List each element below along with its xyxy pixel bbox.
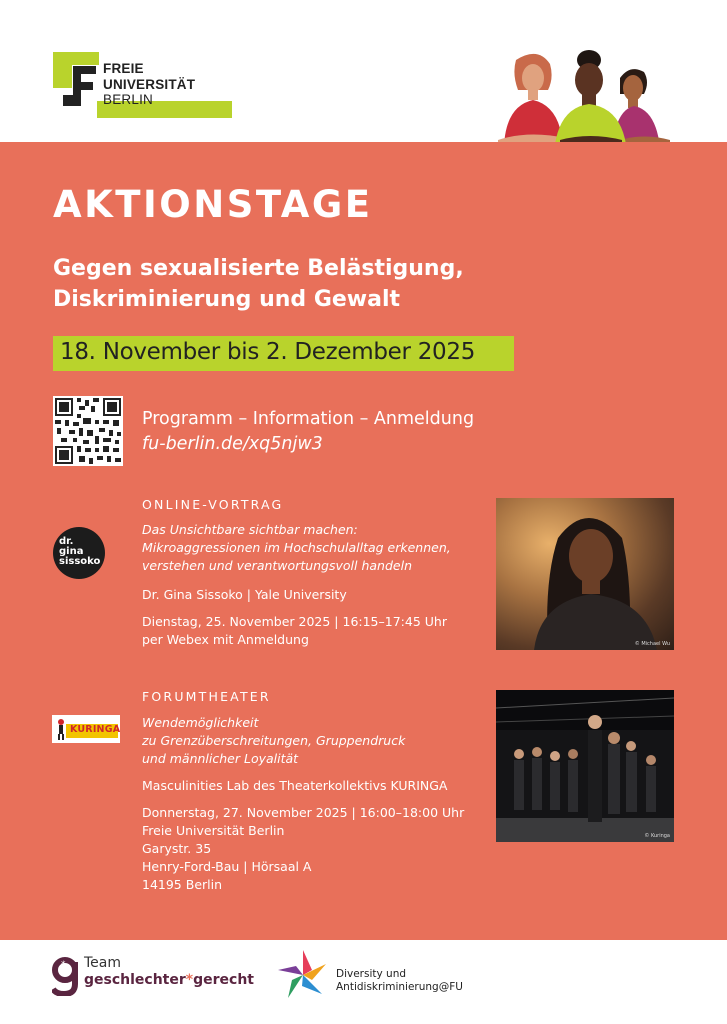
gina-logo-line-1: dr. — [59, 536, 74, 547]
logo-line-3: BERLIN — [103, 92, 153, 107]
event1-speaker: Dr. Gina Sissoko | Yale University — [142, 587, 347, 602]
diversity-logo-text — [336, 968, 463, 994]
info-link[interactable]: fu-berlin.de/xq5njw3 — [142, 434, 323, 454]
event-dates: 18. November bis 2. Dezember 2025 — [60, 339, 476, 365]
event2-topic-line-3: und männlicher Loyalität — [142, 751, 299, 766]
team-star: * — [185, 972, 194, 988]
event1-label: ONLINE-VORTRAG — [142, 497, 284, 512]
event2-place-line-3: Henry-Ford-Bau | Hörsaal A — [142, 859, 312, 874]
event2-topic-line-2: zu Grenzüberschreitungen, Gruppendruck — [142, 733, 406, 748]
svg-text:*: * — [61, 960, 66, 970]
fu-berlin-logo — [53, 52, 233, 120]
info-heading: Programm – Information – Anmeldung — [142, 409, 475, 429]
gina-sissoko-logo — [53, 527, 105, 579]
gina-logo-line-3: sissoko — [59, 556, 101, 567]
poster-subtitle — [53, 253, 573, 315]
kuringa-logo — [52, 715, 120, 743]
event2-time: Donnerstag, 27. November 2025 | 16:00–18:00 Uhr — [142, 805, 465, 820]
poster-title: AKTIONSTAGE — [53, 183, 373, 226]
event2-details — [142, 804, 482, 894]
team-logo-text — [84, 955, 254, 989]
logo-line-2: UNIVERSITÄT — [103, 76, 196, 92]
event2-place-line-2: Garystr. 35 — [142, 841, 212, 856]
diversity-star-icon — [276, 948, 330, 1002]
diversity-line-2: Antidiskriminierung@FU — [336, 981, 463, 993]
event1-time-line-1: Dienstag, 25. November 2025 | 16:15–17:45 Uhr — [142, 614, 447, 629]
event1-topic — [142, 521, 482, 575]
event2-topic-line-1: Wendemöglichkeit — [142, 715, 259, 730]
team-line-1: Team — [84, 955, 122, 971]
team-line-2 — [84, 972, 254, 989]
team-word-2: gerecht — [193, 972, 254, 988]
event2-place-line-1: Freie Universität Berlin — [142, 823, 285, 838]
theater-photo-credit: © Kuringa — [644, 833, 670, 839]
subtitle-line-1: Gegen sexualisierte Belästigung, — [53, 256, 464, 281]
subtitle-line-2: Diskriminierung und Gewalt — [53, 287, 401, 312]
event1-time-line-2: per Webex mit Anmeldung — [142, 632, 309, 647]
qr-code-icon[interactable] — [53, 396, 123, 466]
speaker-photo — [496, 498, 674, 650]
team-word-1: geschlechter — [84, 972, 186, 988]
logo-line-1: FREIE — [103, 61, 144, 76]
event1-topic-line-2: Mikroaggressionen im Hochschulalltag erkennen, — [142, 540, 451, 555]
event2-topic — [142, 714, 482, 768]
event2-label: FORUMTHEATER — [142, 689, 271, 704]
diversity-line-1: Diversity und — [336, 968, 407, 980]
event2-speaker: Masculinities Lab des Theaterkollektivs KURINGA — [142, 778, 448, 793]
event1-topic-line-1: Das Unsichtbare sichtbar machen: — [142, 522, 358, 537]
team-g-logo-icon — [52, 956, 80, 996]
event1-time — [142, 613, 482, 649]
gina-logo-line-2: gina — [59, 546, 84, 557]
kuringa-logo-text: KURINGA — [70, 724, 121, 735]
speaker-photo-credit: © Michael Wu — [634, 641, 670, 647]
theater-photo — [496, 690, 674, 842]
event2-place-line-4: 14195 Berlin — [142, 877, 223, 892]
event1-topic-line-3: verstehen und verantwortungsvoll handeln — [142, 558, 412, 573]
